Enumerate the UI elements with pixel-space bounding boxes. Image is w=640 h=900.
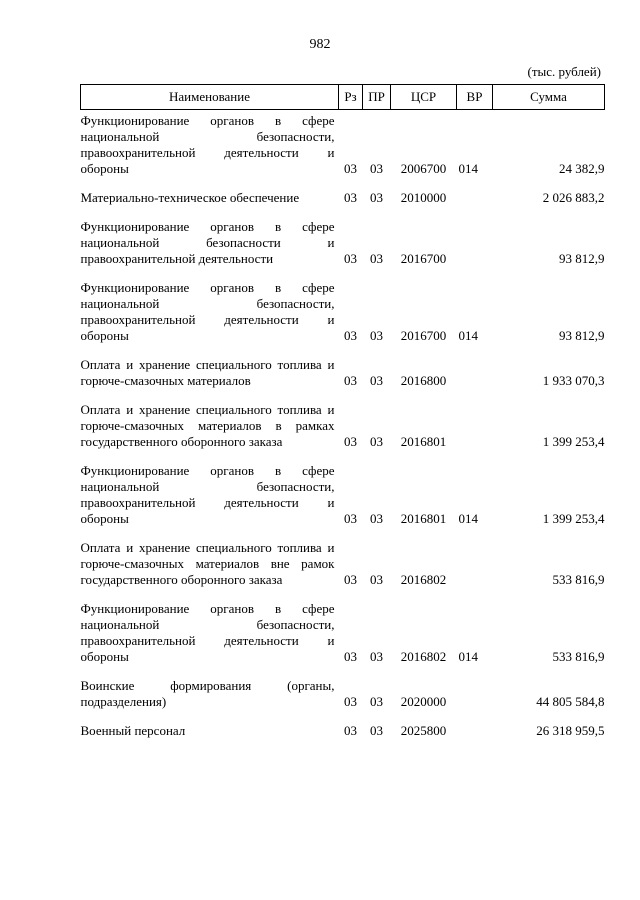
cell-csr: 2010000 bbox=[400, 190, 447, 205]
cell-vr bbox=[457, 723, 493, 739]
table-header-row bbox=[81, 85, 605, 110]
cell-rz: 03 bbox=[344, 572, 357, 587]
cell-rz: 03 bbox=[344, 190, 357, 205]
row-spacer bbox=[81, 665, 605, 678]
cell-name: Военный персонал bbox=[80, 723, 186, 738]
cell-csr: 2016700 bbox=[400, 328, 447, 343]
cell-sum: 533 816,9 bbox=[552, 649, 605, 664]
cell-name: Функционирование органов в сфере национальной безопасности, правоохранительной деятельности и обороны bbox=[80, 463, 335, 526]
cell-sum: 24 382,9 bbox=[559, 161, 605, 176]
cell-pr: 03 bbox=[370, 572, 383, 587]
cell-pr: 03 bbox=[370, 434, 383, 449]
cell-pr: 03 bbox=[370, 694, 383, 709]
cell-name: Функционирование органов в сфере национальной безопасности, правоохранительной деятельности и обороны bbox=[80, 113, 335, 176]
cell-rz: 03 bbox=[344, 511, 357, 526]
row-spacer bbox=[81, 206, 605, 219]
row-spacer bbox=[81, 344, 605, 357]
row-spacer bbox=[81, 267, 605, 280]
cell-csr: 2016700 bbox=[400, 251, 447, 266]
row-spacer bbox=[81, 527, 605, 540]
page-number: 982 bbox=[309, 37, 331, 52]
header-sum: Сумма bbox=[493, 85, 605, 110]
cell-name: Оплата и хранение специального топлива и горюче-смазочных материалов вне рамок государственного оборонного заказа bbox=[80, 540, 335, 587]
cell-pr: 03 bbox=[370, 190, 383, 205]
cell-name: Воинские формирования (органы, подразделения) bbox=[80, 678, 335, 709]
cell-sum: 44 805 584,8 bbox=[536, 694, 605, 709]
cell-vr: 014 bbox=[458, 511, 478, 526]
row-spacer bbox=[81, 588, 605, 601]
cell-rz: 03 bbox=[344, 161, 357, 176]
table-row bbox=[81, 463, 605, 527]
cell-vr: 014 bbox=[458, 328, 478, 343]
cell-pr: 03 bbox=[370, 723, 383, 738]
cell-vr bbox=[457, 190, 493, 206]
cell-csr: 2020000 bbox=[400, 694, 447, 709]
row-spacer bbox=[81, 710, 605, 723]
cell-pr: 03 bbox=[370, 161, 383, 176]
cell-vr: 014 bbox=[458, 161, 478, 176]
cell-vr bbox=[457, 219, 493, 267]
cell-vr: 014 bbox=[458, 649, 478, 664]
cell-name: Функционирование органов в сфере национальной безопасности, правоохранительной деятельности и обороны bbox=[80, 280, 335, 343]
table-row bbox=[81, 540, 605, 588]
cell-rz: 03 bbox=[344, 373, 357, 388]
cell-rz: 03 bbox=[344, 694, 357, 709]
cell-name: Материально-техническое обеспечение bbox=[80, 190, 300, 205]
row-spacer bbox=[81, 177, 605, 190]
cell-rz: 03 bbox=[344, 328, 357, 343]
row-spacer bbox=[81, 389, 605, 402]
cell-name: Функционирование органов в сфере национальной безопасности, правоохранительной деятельности и обороны bbox=[80, 601, 335, 664]
header-name: Наименование bbox=[81, 85, 339, 110]
cell-name: Функционирование органов в сфере национальной безопасности и правоохранительной деятельности bbox=[80, 219, 335, 266]
cell-sum: 533 816,9 bbox=[552, 572, 605, 587]
cell-sum: 26 318 959,5 bbox=[536, 723, 605, 738]
cell-vr bbox=[457, 402, 493, 450]
budget-table bbox=[80, 84, 605, 739]
cell-sum: 93 812,9 bbox=[559, 251, 605, 266]
cell-rz: 03 bbox=[344, 251, 357, 266]
table-row bbox=[81, 190, 605, 206]
cell-vr bbox=[457, 678, 493, 710]
cell-csr: 2025800 bbox=[400, 723, 447, 738]
cell-sum: 1 399 253,4 bbox=[542, 434, 605, 449]
row-spacer bbox=[81, 450, 605, 463]
units-label: (тыс. рублей) bbox=[527, 64, 601, 79]
cell-pr: 03 bbox=[370, 511, 383, 526]
cell-sum: 1 399 253,4 bbox=[542, 511, 605, 526]
cell-pr: 03 bbox=[370, 649, 383, 664]
cell-rz: 03 bbox=[344, 723, 357, 738]
cell-name: Оплата и хранение специального топлива и горюче-смазочных материалов bbox=[80, 357, 335, 388]
header-rz: Рз bbox=[339, 85, 363, 110]
table-row bbox=[81, 110, 605, 178]
table-row bbox=[81, 678, 605, 710]
cell-rz: 03 bbox=[344, 649, 357, 664]
cell-pr: 03 bbox=[370, 251, 383, 266]
cell-vr bbox=[457, 357, 493, 389]
cell-csr: 2016800 bbox=[400, 373, 447, 388]
cell-vr bbox=[457, 540, 493, 588]
cell-csr: 2016802 bbox=[400, 572, 447, 587]
table-row bbox=[81, 280, 605, 344]
table-body bbox=[81, 110, 605, 740]
cell-pr: 03 bbox=[370, 373, 383, 388]
cell-sum: 2 026 883,2 bbox=[542, 190, 605, 205]
cell-sum: 1 933 070,3 bbox=[542, 373, 605, 388]
table-row bbox=[81, 723, 605, 739]
header-pr: ПР bbox=[363, 85, 391, 110]
cell-pr: 03 bbox=[370, 328, 383, 343]
cell-rz: 03 bbox=[344, 434, 357, 449]
table-row bbox=[81, 402, 605, 450]
cell-csr: 2016802 bbox=[400, 649, 447, 664]
header-vr: ВР bbox=[457, 85, 493, 110]
header-csr: ЦСР bbox=[391, 85, 457, 110]
table-row bbox=[81, 357, 605, 389]
cell-name: Оплата и хранение специального топлива и горюче-смазочных материалов в рамках государственного оборонного заказа bbox=[80, 402, 335, 449]
cell-csr: 2016801 bbox=[400, 511, 447, 526]
cell-csr: 2006700 bbox=[400, 161, 447, 176]
cell-csr: 2016801 bbox=[400, 434, 447, 449]
table-row bbox=[81, 219, 605, 267]
cell-sum: 93 812,9 bbox=[559, 328, 605, 343]
table-row bbox=[81, 601, 605, 665]
